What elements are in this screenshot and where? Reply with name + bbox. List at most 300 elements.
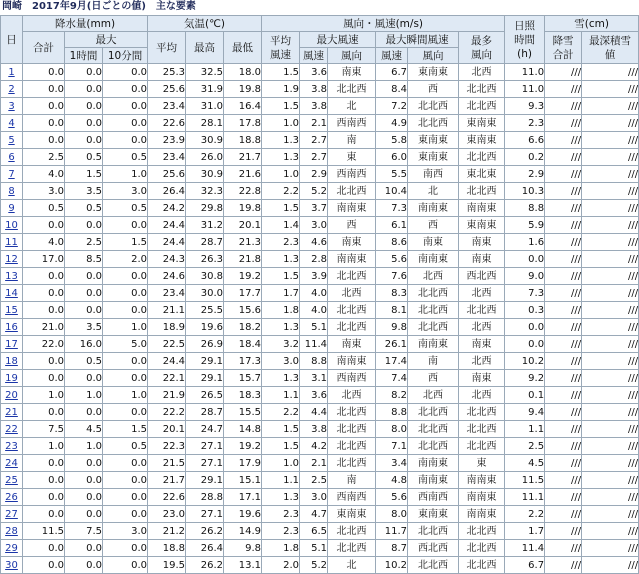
cell-snow: /// — [545, 132, 582, 149]
cell-w-gust: 7.6 — [376, 268, 408, 285]
cell-w-gust-dir: 北北西 — [408, 438, 459, 455]
day-link[interactable]: 24 — [5, 457, 18, 469]
cell-t-min: 15.5 — [224, 404, 262, 421]
cell-p-total: 0.0 — [23, 353, 65, 370]
cell-sun: 1.1 — [505, 421, 545, 438]
cell-p-total: 4.0 — [23, 166, 65, 183]
cell-sun: 5.9 — [505, 217, 545, 234]
cell-sun: 2.3 — [505, 115, 545, 132]
cell-snow-depth: /// — [582, 540, 639, 557]
cell-w-gust: 8.0 — [376, 506, 408, 523]
cell-w-gust: 4.8 — [376, 472, 408, 489]
cell-w-max: 3.8 — [300, 421, 328, 438]
cell-w-most: 南東 — [459, 336, 505, 353]
cell-w-max-dir: 南南東 — [328, 200, 376, 217]
cell-w-gust-dir: 北 — [408, 183, 459, 200]
day-link[interactable]: 18 — [5, 355, 18, 367]
cell-w-gust: 10.4 — [376, 183, 408, 200]
cell-t-min: 17.1 — [224, 489, 262, 506]
cell-w-gust-dir: 東南東 — [408, 149, 459, 166]
cell-p-10m: 1.5 — [103, 234, 148, 251]
header-temp-max: 最高 — [186, 32, 224, 64]
header-temp-avg: 平均 — [148, 32, 186, 64]
cell-w-gust-dir: 西南西 — [408, 489, 459, 506]
cell-p-1h: 4.5 — [65, 421, 103, 438]
header-temperature: 気温(℃) — [148, 16, 262, 32]
cell-w-gust: 3.4 — [376, 455, 408, 472]
day-link[interactable]: 16 — [5, 321, 18, 333]
cell-t-avg: 24.4 — [148, 217, 186, 234]
day-link[interactable]: 23 — [5, 440, 18, 452]
cell-p-10m: 2.0 — [103, 251, 148, 268]
day-link[interactable]: 21 — [5, 406, 18, 418]
cell-w-gust: 7.4 — [376, 370, 408, 387]
cell-snow-depth: /// — [582, 353, 639, 370]
day-cell — [1, 149, 23, 166]
day-link[interactable]: 28 — [5, 525, 18, 537]
cell-p-1h: 0.0 — [65, 98, 103, 115]
cell-w-max-dir: 西南西 — [328, 370, 376, 387]
table-row — [1, 353, 639, 370]
cell-snow: /// — [545, 183, 582, 200]
cell-p-total: 0.0 — [23, 81, 65, 98]
day-link[interactable]: 1 — [8, 66, 15, 78]
cell-snow: /// — [545, 285, 582, 302]
cell-w-most: 北北西 — [459, 438, 505, 455]
table-row — [1, 268, 639, 285]
cell-w-most: 南東 — [459, 370, 505, 387]
day-cell — [1, 557, 23, 574]
cell-w-gust: 4.9 — [376, 115, 408, 132]
cell-p-total: 2.5 — [23, 149, 65, 166]
day-link[interactable]: 14 — [5, 287, 18, 299]
cell-t-avg: 25.6 — [148, 166, 186, 183]
cell-snow-depth: /// — [582, 302, 639, 319]
cell-snow: /// — [545, 115, 582, 132]
cell-w-max: 2.9 — [300, 166, 328, 183]
cell-t-avg: 23.4 — [148, 98, 186, 115]
cell-t-max: 30.9 — [186, 132, 224, 149]
cell-w-gust: 8.6 — [376, 234, 408, 251]
header-wind-avg: 平均 風速 — [262, 32, 300, 64]
cell-t-min: 18.3 — [224, 387, 262, 404]
cell-snow: /// — [545, 251, 582, 268]
cell-t-max: 19.6 — [186, 319, 224, 336]
cell-w-max-dir: 北北西 — [328, 421, 376, 438]
cell-snow-depth: /// — [582, 200, 639, 217]
cell-w-most: 東 — [459, 455, 505, 472]
cell-t-avg: 25.3 — [148, 64, 186, 81]
cell-w-max-dir: 北西 — [328, 387, 376, 404]
day-link[interactable]: 10 — [5, 219, 18, 231]
day-cell — [1, 319, 23, 336]
cell-t-avg: 21.2 — [148, 523, 186, 540]
cell-p-1h: 0.0 — [65, 370, 103, 387]
cell-w-max: 4.0 — [300, 302, 328, 319]
cell-w-most: 北西 — [459, 64, 505, 81]
cell-w-max: 3.8 — [300, 81, 328, 98]
day-link[interactable]: 15 — [5, 304, 18, 316]
cell-w-gust-dir: 北北西 — [408, 285, 459, 302]
cell-t-max: 31.0 — [186, 98, 224, 115]
cell-t-min: 21.3 — [224, 234, 262, 251]
table-row — [1, 200, 639, 217]
cell-w-gust-dir: 北北西 — [408, 115, 459, 132]
cell-w-max: 2.7 — [300, 149, 328, 166]
cell-p-total: 0.0 — [23, 557, 65, 574]
cell-t-avg: 22.3 — [148, 438, 186, 455]
cell-sun: 6.6 — [505, 132, 545, 149]
day-link[interactable]: 13 — [5, 270, 18, 282]
cell-snow: /// — [545, 404, 582, 421]
cell-p-10m: 0.0 — [103, 302, 148, 319]
cell-t-max: 29.1 — [186, 353, 224, 370]
day-link[interactable]: 2 — [8, 83, 15, 95]
table-row — [1, 115, 639, 132]
day-link[interactable]: 25 — [5, 474, 18, 486]
cell-w-avg: 3.2 — [262, 336, 300, 353]
cell-snow: /// — [545, 217, 582, 234]
cell-w-avg: 1.3 — [262, 149, 300, 166]
cell-snow: /// — [545, 472, 582, 489]
cell-w-max-dir: 南南東 — [328, 353, 376, 370]
cell-w-avg: 1.7 — [262, 285, 300, 302]
cell-w-most: 南南東 — [459, 506, 505, 523]
table-row — [1, 64, 639, 81]
table-row — [1, 438, 639, 455]
cell-w-gust-dir: 北北西 — [408, 421, 459, 438]
cell-sun: 8.8 — [505, 200, 545, 217]
day-cell — [1, 472, 23, 489]
cell-t-min: 19.2 — [224, 438, 262, 455]
cell-w-max-dir: 北北西 — [328, 404, 376, 421]
day-link[interactable]: 19 — [5, 372, 18, 384]
cell-t-max: 32.3 — [186, 183, 224, 200]
cell-w-max-dir: 北北西 — [328, 540, 376, 557]
header-wind-max-direction: 風向 — [328, 48, 376, 64]
cell-p-10m: 0.0 — [103, 370, 148, 387]
cell-p-1h: 8.5 — [65, 251, 103, 268]
day-link[interactable]: 22 — [5, 423, 18, 435]
table-row — [1, 166, 639, 183]
table-row — [1, 404, 639, 421]
header-day: 日 — [1, 16, 23, 64]
day-link[interactable]: 8 — [8, 185, 15, 197]
cell-w-gust-dir: 北北西 — [408, 302, 459, 319]
cell-snow: /// — [545, 336, 582, 353]
day-link[interactable]: 17 — [5, 338, 18, 350]
cell-w-most: 東南東 — [459, 115, 505, 132]
cell-w-avg: 3.0 — [262, 353, 300, 370]
cell-w-most: 東南東 — [459, 132, 505, 149]
table-row — [1, 455, 639, 472]
day-cell — [1, 166, 23, 183]
cell-w-max-dir: 西 — [328, 217, 376, 234]
cell-snow-depth: /// — [582, 285, 639, 302]
cell-t-max: 29.1 — [186, 472, 224, 489]
day-cell — [1, 336, 23, 353]
day-link[interactable]: 7 — [8, 168, 15, 180]
day-link[interactable]: 4 — [8, 117, 15, 129]
header-wind-most: 最多 風向 — [459, 32, 505, 64]
cell-snow: /// — [545, 353, 582, 370]
cell-t-max: 26.5 — [186, 387, 224, 404]
cell-w-avg: 2.3 — [262, 523, 300, 540]
cell-w-gust-dir: 南 — [408, 353, 459, 370]
cell-t-min: 19.6 — [224, 506, 262, 523]
cell-p-1h: 0.0 — [65, 506, 103, 523]
cell-w-avg: 2.3 — [262, 234, 300, 251]
cell-w-gust: 8.0 — [376, 421, 408, 438]
cell-t-avg: 23.4 — [148, 285, 186, 302]
cell-p-10m: 0.0 — [103, 217, 148, 234]
cell-w-most: 南南東 — [459, 489, 505, 506]
day-link[interactable]: 3 — [8, 100, 15, 112]
cell-w-max-dir: 南東 — [328, 234, 376, 251]
table-row — [1, 234, 639, 251]
day-cell — [1, 234, 23, 251]
cell-snow-depth: /// — [582, 166, 639, 183]
table-row — [1, 81, 639, 98]
cell-snow: /// — [545, 166, 582, 183]
cell-w-gust-dir: 北北西 — [408, 557, 459, 574]
cell-snow-depth: /// — [582, 523, 639, 540]
cell-p-10m: 0.0 — [103, 557, 148, 574]
cell-snow-depth: /// — [582, 438, 639, 455]
cell-p-total: 4.0 — [23, 234, 65, 251]
cell-t-min: 18.0 — [224, 64, 262, 81]
cell-snow-depth: /// — [582, 149, 639, 166]
cell-sun: 0.2 — [505, 149, 545, 166]
cell-w-gust: 8.3 — [376, 285, 408, 302]
cell-t-min: 17.8 — [224, 115, 262, 132]
day-cell — [1, 421, 23, 438]
day-link[interactable]: 6 — [8, 151, 15, 163]
cell-w-gust-dir: 北西 — [408, 387, 459, 404]
cell-snow: /// — [545, 302, 582, 319]
cell-w-max-dir: 北北西 — [328, 319, 376, 336]
cell-p-10m: 0.0 — [103, 64, 148, 81]
cell-w-gust: 5.6 — [376, 251, 408, 268]
day-cell — [1, 64, 23, 81]
day-cell — [1, 404, 23, 421]
day-link[interactable]: 26 — [5, 491, 18, 503]
cell-snow-depth: /// — [582, 183, 639, 200]
cell-w-avg: 1.8 — [262, 540, 300, 557]
day-link[interactable]: 11 — [5, 236, 18, 248]
day-link[interactable]: 12 — [5, 253, 18, 265]
cell-w-most: 東北東 — [459, 166, 505, 183]
cell-p-total: 0.5 — [23, 200, 65, 217]
cell-w-most: 北北西 — [459, 557, 505, 574]
cell-t-avg: 24.6 — [148, 268, 186, 285]
cell-t-avg: 22.6 — [148, 489, 186, 506]
cell-w-avg: 1.1 — [262, 472, 300, 489]
cell-snow-depth: /// — [582, 268, 639, 285]
cell-snow-depth: /// — [582, 319, 639, 336]
cell-sun: 0.0 — [505, 251, 545, 268]
cell-w-max: 8.8 — [300, 353, 328, 370]
cell-sun: 11.5 — [505, 472, 545, 489]
cell-t-max: 28.7 — [186, 404, 224, 421]
day-link[interactable]: 29 — [5, 542, 18, 554]
cell-snow-depth: /// — [582, 115, 639, 132]
cell-p-1h: 0.0 — [65, 268, 103, 285]
cell-snow-depth: /// — [582, 251, 639, 268]
cell-p-total: 0.0 — [23, 472, 65, 489]
header-precip-total: 合計 — [23, 32, 65, 64]
cell-sun: 0.1 — [505, 387, 545, 404]
cell-w-avg: 2.2 — [262, 183, 300, 200]
cell-t-min: 15.1 — [224, 472, 262, 489]
cell-w-most: 東南東 — [459, 217, 505, 234]
cell-w-max-dir: 北北西 — [328, 183, 376, 200]
cell-t-avg: 21.9 — [148, 387, 186, 404]
cell-snow: /// — [545, 506, 582, 523]
cell-p-1h: 0.0 — [65, 115, 103, 132]
cell-t-min: 17.7 — [224, 285, 262, 302]
cell-p-10m: 0.0 — [103, 472, 148, 489]
cell-t-avg: 24.2 — [148, 200, 186, 217]
cell-p-10m: 0.0 — [103, 81, 148, 98]
cell-p-10m: 0.5 — [103, 149, 148, 166]
table-row — [1, 557, 639, 574]
day-cell — [1, 489, 23, 506]
cell-t-min: 17.9 — [224, 455, 262, 472]
cell-t-avg: 18.9 — [148, 319, 186, 336]
cell-w-avg: 1.5 — [262, 200, 300, 217]
cell-sun: 0.0 — [505, 319, 545, 336]
cell-w-max-dir: 北西 — [328, 285, 376, 302]
cell-p-1h: 0.0 — [65, 489, 103, 506]
cell-w-gust: 17.4 — [376, 353, 408, 370]
cell-w-gust: 26.1 — [376, 336, 408, 353]
cell-p-10m: 0.0 — [103, 132, 148, 149]
header-wind-max: 最大風速 — [300, 32, 376, 48]
cell-snow: /// — [545, 421, 582, 438]
table-row — [1, 302, 639, 319]
cell-w-avg: 1.0 — [262, 166, 300, 183]
cell-w-gust: 5.8 — [376, 132, 408, 149]
cell-t-avg: 18.8 — [148, 540, 186, 557]
day-cell — [1, 81, 23, 98]
cell-w-max: 5.2 — [300, 183, 328, 200]
cell-w-gust: 6.7 — [376, 64, 408, 81]
cell-w-max-dir: 南南東 — [328, 251, 376, 268]
cell-w-avg: 1.9 — [262, 81, 300, 98]
cell-w-max: 4.7 — [300, 506, 328, 523]
day-link[interactable]: 5 — [8, 134, 15, 146]
day-cell — [1, 370, 23, 387]
header-snow: 雪(cm) — [545, 16, 639, 32]
page-title: 岡崎 2017年9月(日ごとの値) 主な要素 — [2, 1, 196, 12]
day-link[interactable]: 20 — [5, 389, 18, 401]
cell-p-10m: 1.0 — [103, 387, 148, 404]
cell-p-1h: 1.5 — [65, 166, 103, 183]
table-row — [1, 217, 639, 234]
cell-w-avg: 1.3 — [262, 251, 300, 268]
cell-w-gust: 8.4 — [376, 81, 408, 98]
daily-weather-table — [0, 15, 639, 574]
cell-sun: 11.0 — [505, 81, 545, 98]
day-link[interactable]: 27 — [5, 508, 18, 520]
cell-snow-depth: /// — [582, 557, 639, 574]
cell-w-max-dir: 東南東 — [328, 506, 376, 523]
cell-w-max-dir: 北北西 — [328, 438, 376, 455]
cell-sun: 11.4 — [505, 540, 545, 557]
cell-t-min: 21.7 — [224, 149, 262, 166]
table-row — [1, 183, 639, 200]
table-row — [1, 506, 639, 523]
cell-w-avg: 1.1 — [262, 387, 300, 404]
cell-w-max: 4.0 — [300, 285, 328, 302]
cell-snow-depth: /// — [582, 404, 639, 421]
cell-w-most: 北西 — [459, 387, 505, 404]
cell-t-max: 27.1 — [186, 455, 224, 472]
cell-w-most: 北北西 — [459, 149, 505, 166]
cell-sun: 1.7 — [505, 523, 545, 540]
cell-sun: 1.6 — [505, 234, 545, 251]
cell-t-min: 17.3 — [224, 353, 262, 370]
cell-p-total: 0.0 — [23, 115, 65, 132]
cell-snow: /// — [545, 455, 582, 472]
cell-t-max: 31.2 — [186, 217, 224, 234]
cell-w-most: 北北西 — [459, 81, 505, 98]
cell-t-max: 27.1 — [186, 438, 224, 455]
cell-w-most: 北西 — [459, 353, 505, 370]
cell-w-max: 4.2 — [300, 438, 328, 455]
header-snow-depth: 最深積雪 値 — [582, 32, 639, 64]
header-precip-10m: 10分間 — [103, 48, 148, 64]
cell-t-min: 15.6 — [224, 302, 262, 319]
day-link[interactable]: 9 — [8, 202, 15, 214]
cell-snow-depth: /// — [582, 370, 639, 387]
cell-p-10m: 0.0 — [103, 506, 148, 523]
cell-w-max-dir: 西南西 — [328, 115, 376, 132]
cell-w-avg: 1.5 — [262, 438, 300, 455]
cell-w-most: 北西 — [459, 319, 505, 336]
cell-snow-depth: /// — [582, 64, 639, 81]
cell-p-total: 0.0 — [23, 132, 65, 149]
cell-w-gust: 6.0 — [376, 149, 408, 166]
cell-snow: /// — [545, 81, 582, 98]
day-cell — [1, 506, 23, 523]
cell-p-1h: 0.0 — [65, 557, 103, 574]
cell-snow: /// — [545, 98, 582, 115]
cell-w-gust-dir: 北西 — [408, 268, 459, 285]
cell-w-most: 北北西 — [459, 183, 505, 200]
day-cell — [1, 251, 23, 268]
day-link[interactable]: 30 — [5, 559, 18, 571]
cell-w-gust: 10.2 — [376, 557, 408, 574]
cell-w-avg: 1.3 — [262, 489, 300, 506]
cell-w-most: 北北西 — [459, 98, 505, 115]
cell-w-avg: 1.8 — [262, 302, 300, 319]
cell-p-1h: 16.0 — [65, 336, 103, 353]
cell-t-min: 18.8 — [224, 132, 262, 149]
day-cell — [1, 217, 23, 234]
cell-p-10m: 1.5 — [103, 421, 148, 438]
cell-w-gust-dir: 北北西 — [408, 319, 459, 336]
cell-p-total: 0.0 — [23, 285, 65, 302]
cell-w-avg: 1.5 — [262, 421, 300, 438]
cell-snow-depth: /// — [582, 132, 639, 149]
cell-t-max: 30.0 — [186, 285, 224, 302]
cell-p-total: 0.0 — [23, 506, 65, 523]
cell-sun: 11.0 — [505, 64, 545, 81]
day-cell — [1, 353, 23, 370]
cell-p-1h: 1.0 — [65, 438, 103, 455]
